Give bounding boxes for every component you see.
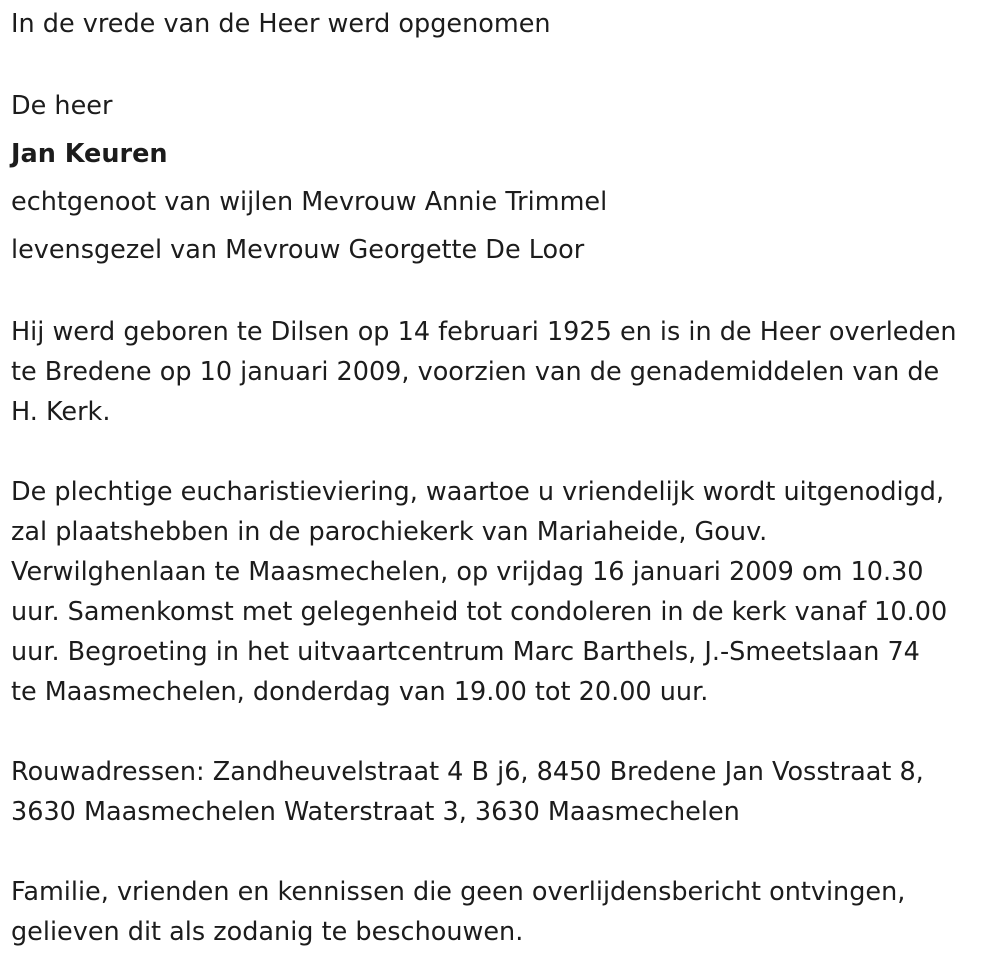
ceremony-line: zal plaatshebben in de parochiekerk van Mariaheide, Gouv. [11, 517, 768, 547]
birth-death-paragraph [11, 312, 996, 432]
ceremony-line: Verwilghenlaan te Maasmechelen, op vrijdag 16 januari 2009 om 10.30 [11, 557, 924, 587]
birth-death-line: Hij werd geboren te Dilsen op 14 februari 1925 en is in de Heer overleden [11, 317, 957, 347]
address-line: 3630 Maasmechelen Waterstraat 3, 3630 Maasmechelen [11, 797, 740, 827]
ceremony-line: te Maasmechelen, donderdag van 19.00 tot 20.00 uur. [11, 677, 709, 707]
birth-death-line: te Bredene op 10 januari 2009, voorzien van de genademiddelen van de [11, 357, 940, 387]
ceremony-line: uur. Begroeting in het uitvaartcentrum Marc Barthels, J.-Smeetslaan 74 [11, 637, 920, 667]
address-line: Rouwadressen: Zandheuvelstraat 4 B j6, 8450 Bredene Jan Vosstraat 8, [11, 757, 924, 787]
salutation: De heer [11, 91, 113, 121]
deceased-name: Jan Keuren [11, 139, 168, 169]
relation-spouse: echtgenoot van wijlen Mevrouw Annie Trimmel [11, 187, 608, 217]
ceremony-paragraph [11, 472, 996, 712]
ceremony-line: De plechtige eucharistieviering, waartoe u vriendelijk wordt uitgenodigd, [11, 477, 945, 507]
death-notice [11, 4, 996, 952]
closing-paragraph [11, 872, 996, 952]
intro-line: In de vrede van de Heer werd opgenomen [11, 9, 551, 39]
addresses-paragraph [11, 752, 996, 832]
closing-line: gelieven dit als zodanig te beschouwen. [11, 917, 524, 947]
relation-partner: levensgezel van Mevrouw Georgette De Loor [11, 235, 585, 265]
birth-death-line: H. Kerk. [11, 397, 111, 427]
ceremony-line: uur. Samenkomst met gelegenheid tot condoleren in de kerk vanaf 10.00 [11, 597, 948, 627]
closing-line: Familie, vrienden en kennissen die geen overlijdensbericht ontvingen, [11, 877, 906, 907]
